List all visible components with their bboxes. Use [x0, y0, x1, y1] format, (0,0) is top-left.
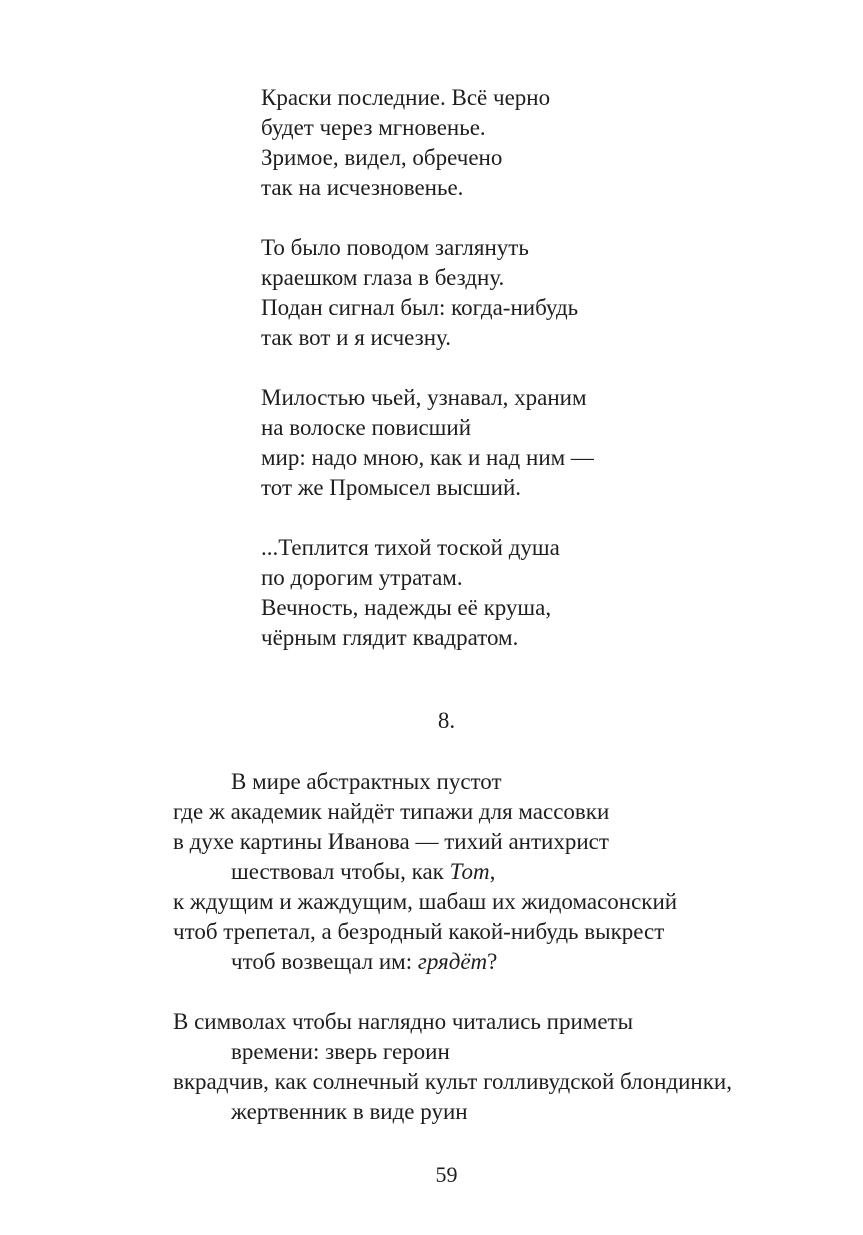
verse-text: ?	[487, 949, 498, 974]
verse-line: жертвенник в виде руин	[231, 1099, 468, 1124]
stanza-gap	[173, 977, 732, 1007]
verse-line: Подан сигнал был: когда-нибудь	[261, 295, 579, 320]
poem1-stanza-1	[261, 83, 550, 203]
verse-line: в духе картины Иванова — тихий антихрист	[173, 829, 609, 854]
verse-line: То было поводом заглянуть	[261, 235, 529, 260]
poem1-stanza-2	[261, 233, 578, 353]
verse-line	[173, 947, 732, 977]
verse-text: чтоб возвещал им:	[231, 949, 418, 974]
verse-line: ...Теплится тихой тоской душа	[261, 535, 560, 560]
verse-line	[173, 857, 732, 887]
verse-line: по дорогим утратам.	[261, 565, 463, 590]
verse-line: Зримое, видел, обречено	[261, 145, 503, 170]
verse-line: В символах чтобы наглядно читались приметы	[173, 1009, 634, 1034]
verse-text: ,	[489, 859, 496, 884]
verse-line: чёрным глядит квадратом.	[261, 625, 519, 650]
italic-word: грядёт	[417, 949, 488, 974]
verse-text: шествовал чтобы, как	[231, 859, 450, 884]
poem1-stanza-4	[261, 533, 560, 653]
verse-line: будет через мгновенье.	[261, 115, 486, 140]
section-number: 8.	[437, 708, 456, 733]
italic-word: Тот	[449, 859, 490, 884]
verse-line: вкрадчив, как солнечный культ голливудской блондинки,	[173, 1069, 732, 1094]
poem2	[173, 767, 732, 1127]
poem1-stanza-3	[261, 383, 594, 503]
verse-line: Милостью чьей, узнавал, храним	[261, 385, 587, 410]
verse-line: к ждущим и жаждущим, шабаш их жидомасонский	[173, 889, 678, 914]
verse-line: где ж академик найдёт типажи для массовки	[173, 799, 610, 824]
page-number: 59	[435, 1162, 458, 1187]
verse-line: Вечность, надежды её круша,	[261, 595, 552, 620]
verse-line: мир: надо мною, как и над ним —	[261, 445, 594, 470]
verse-line: В мире абстрактных пустот	[231, 769, 502, 794]
verse-line: Краски последние. Всё черно	[261, 85, 551, 110]
verse-line: чтоб трепетал, а безродный какой-нибудь выкрест	[173, 919, 665, 944]
verse-line: так на исчезновенье.	[261, 175, 464, 200]
verse-line: тот же Промысел высший.	[261, 475, 521, 500]
verse-line: так вот и я исчезну.	[261, 325, 452, 350]
verse-line: на волоске повисший	[261, 415, 471, 440]
verse-line: времени: зверь героин	[231, 1039, 450, 1064]
verse-line: краешком глаза в бездну.	[261, 265, 505, 290]
